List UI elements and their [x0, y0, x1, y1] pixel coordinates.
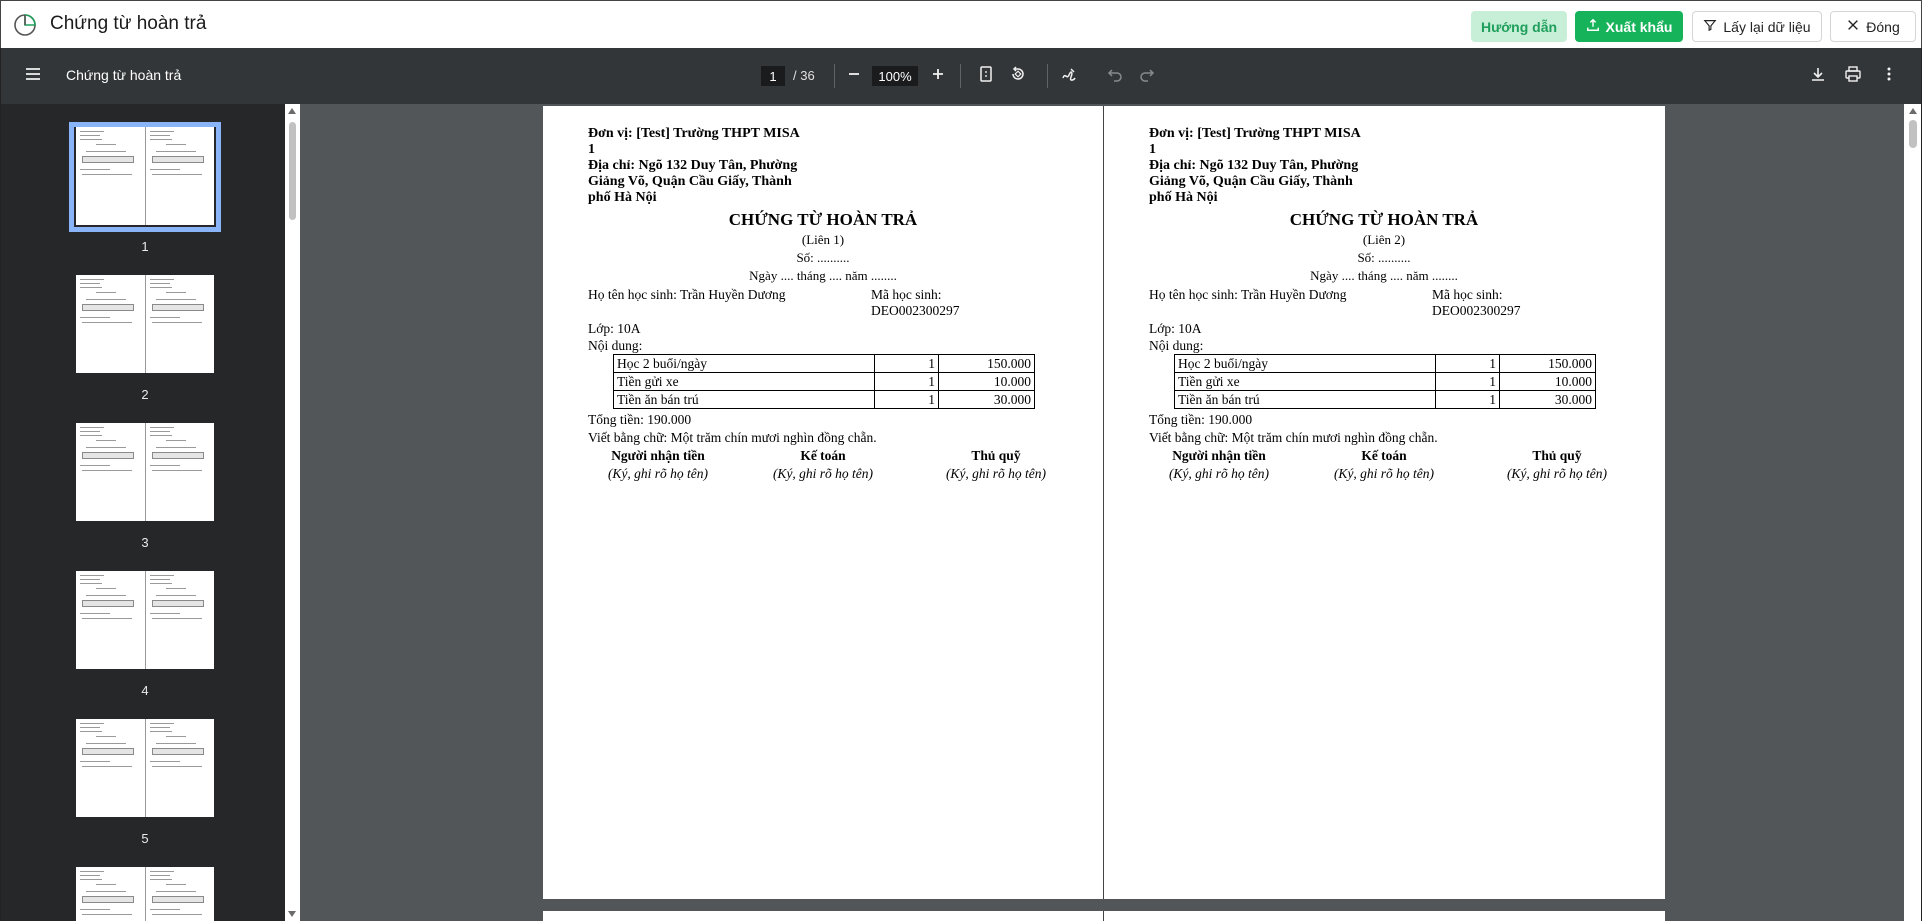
unit-address: Địa chỉ: Ngõ 132 Duy Tân, Phường — [1149, 158, 1359, 173]
plus-icon — [929, 65, 947, 88]
page-thumbnail[interactable] — [76, 571, 214, 669]
zoom-out-button[interactable] — [840, 62, 868, 90]
voucher-title: CHỨNG TỪ HOÀN TRẢ — [728, 210, 918, 229]
voucher-copy-label: (Liên 1) — [801, 232, 845, 247]
item-amount: 150.000 — [1500, 355, 1596, 373]
signature-block — [733, 448, 913, 482]
item-name: Học 2 buổi/ngày — [1175, 355, 1436, 373]
pie-chart-logo-icon — [13, 13, 37, 37]
item-quantity: 1 — [1436, 373, 1500, 391]
viewer-scrollbar[interactable] — [1904, 104, 1922, 921]
unit-address: Địa chỉ: Ngõ 132 Duy Tân, Phường — [588, 158, 798, 173]
voucher-table-row — [1175, 391, 1596, 409]
unit-name-cont: 1 — [588, 142, 595, 157]
close-icon — [1846, 18, 1860, 35]
thumbnail-sidebar — [0, 104, 300, 921]
thumbnail-page-number: 4 — [141, 683, 149, 698]
rotate-button[interactable] — [1004, 62, 1032, 90]
voucher-items-table — [613, 354, 1035, 409]
export-icon — [1586, 18, 1600, 35]
student-code: DEO002300297 — [871, 303, 960, 318]
guide-button[interactable] — [1471, 11, 1567, 42]
signer-note: (Ký, ghi rõ họ tên) — [1168, 466, 1270, 481]
thumbnail-page-number: 2 — [141, 387, 149, 402]
download-button[interactable] — [1804, 62, 1832, 90]
item-quantity: 1 — [1436, 391, 1500, 409]
signature-block — [1294, 448, 1474, 482]
pen-draw-icon — [1060, 65, 1078, 88]
refetch-data-button[interactable] — [1692, 11, 1822, 42]
unit-address-cont: phố Hà Nội — [1149, 190, 1218, 205]
item-quantity: 1 — [875, 373, 939, 391]
student-code-label: Mã học sinh: — [1432, 287, 1503, 302]
unit-address-cont: Giảng Võ, Quận Cầu Giấy, Thành — [588, 174, 792, 189]
signature-block — [568, 448, 748, 482]
student-class: Lớp: 10A — [588, 321, 641, 336]
voucher-total: Tổng tiền: 190.000 — [588, 412, 692, 427]
filter-icon — [1703, 18, 1717, 35]
signer-note: (Ký, ghi rõ họ tên) — [1506, 466, 1608, 481]
annotate-button[interactable] — [1055, 62, 1083, 90]
fit-page-button[interactable] — [972, 62, 1000, 90]
sidebar-scrollbar[interactable] — [285, 104, 300, 921]
voucher-total: Tổng tiền: 190.000 — [1149, 412, 1253, 427]
signer-role: Thủ quỹ — [1532, 448, 1582, 463]
hamburger-menu-icon — [24, 65, 42, 88]
redo-icon — [1138, 65, 1156, 88]
page-thumbnail[interactable] — [76, 423, 214, 521]
amount-in-words: Viết bằng chữ: Một trăm chín mươi nghìn đồng chẵn. — [1149, 430, 1438, 445]
voucher-table-row — [614, 391, 1035, 409]
page-total: / 36 — [793, 68, 815, 83]
signer-role: Kế toán — [1361, 448, 1407, 463]
page-thumbnail[interactable] — [76, 867, 214, 921]
thumbnail-page-number: 5 — [141, 831, 149, 846]
printer-icon — [1844, 65, 1862, 88]
voucher-table-row — [614, 373, 1035, 391]
signer-role: Người nhận tiền — [1172, 448, 1266, 463]
voucher-number: Số: .......... — [796, 250, 850, 265]
item-name: Tiền ăn bán trú — [1175, 391, 1436, 409]
voucher-table-row — [614, 355, 1035, 373]
student-name: Họ tên học sinh: Trần Huyền Dương — [588, 287, 786, 302]
unit-info — [588, 126, 828, 206]
unit-name: Đơn vị: [Test] Trường THPT MISA — [1149, 126, 1361, 141]
close-button-label: Đóng — [1866, 18, 1900, 35]
item-amount: 10.000 — [939, 373, 1035, 391]
signer-role: Thủ quỹ — [971, 448, 1021, 463]
download-icon — [1809, 65, 1827, 88]
item-amount: 30.000 — [939, 391, 1035, 409]
item-name: Tiền gửi xe — [614, 373, 875, 391]
pdf-page-1 — [543, 106, 1665, 899]
voucher-items-table — [1174, 354, 1596, 409]
redo-button[interactable] — [1133, 62, 1161, 90]
item-name: Học 2 buổi/ngày — [614, 355, 875, 373]
student-code: DEO002300297 — [1432, 303, 1521, 318]
close-button[interactable] — [1830, 11, 1916, 42]
viewer-scrollbar-thumb[interactable] — [1909, 120, 1917, 148]
voucher-date: Ngày .... tháng .... năm ........ — [749, 268, 897, 283]
export-button[interactable] — [1575, 11, 1683, 42]
voucher-table-row — [1175, 355, 1596, 373]
zoom-level-input[interactable]: 100% — [872, 66, 918, 86]
zoom-in-button[interactable] — [924, 62, 952, 90]
refetch-data-button-label: Lấy lại dữ liệu — [1723, 18, 1811, 35]
more-vertical-icon — [1880, 65, 1898, 88]
more-options-button[interactable] — [1875, 62, 1903, 90]
item-quantity: 1 — [875, 355, 939, 373]
guide-button-label: Hướng dẫn — [1480, 18, 1558, 35]
signature-block — [906, 448, 1086, 482]
menu-button[interactable] — [19, 62, 47, 90]
voucher-table-row — [1175, 373, 1596, 391]
signer-note: (Ký, ghi rõ họ tên) — [607, 466, 709, 481]
page-thumbnail[interactable] — [76, 719, 214, 817]
page-thumbnail[interactable] — [76, 275, 214, 373]
print-button[interactable] — [1839, 62, 1867, 90]
item-name: Tiền ăn bán trú — [614, 391, 875, 409]
undo-button[interactable] — [1101, 62, 1129, 90]
unit-address-cont: phố Hà Nội — [588, 190, 657, 205]
content-label: Nội dung: — [1149, 338, 1204, 353]
signer-note: (Ký, ghi rõ họ tên) — [945, 466, 1047, 481]
signer-note: (Ký, ghi rõ họ tên) — [1333, 466, 1435, 481]
unit-name: Đơn vị: [Test] Trường THPT MISA — [588, 126, 800, 141]
unit-name-cont: 1 — [1149, 142, 1156, 157]
thumbnail-page-number: 1 — [141, 239, 149, 254]
voucher-number: Số: .......... — [1357, 250, 1411, 265]
voucher-date: Ngày .... tháng .... năm ........ — [1310, 268, 1458, 283]
student-name: Họ tên học sinh: Trần Huyền Dương — [1149, 287, 1347, 302]
app-header — [0, 0, 1922, 48]
rotate-icon — [1009, 65, 1027, 88]
document-name: Chứng từ hoàn trả — [66, 67, 182, 83]
item-amount: 30.000 — [1500, 391, 1596, 409]
pdf-page-2 — [543, 911, 1665, 921]
item-quantity: 1 — [1436, 355, 1500, 373]
signature-block — [1129, 448, 1309, 482]
voucher-copy-label: (Liên 2) — [1362, 232, 1406, 247]
pdf-viewer — [300, 104, 1904, 921]
student-code-label: Mã học sinh: — [871, 287, 942, 302]
export-button-label: Xuất khẩu — [1605, 18, 1673, 35]
sidebar-scrollbar-thumb[interactable] — [289, 122, 296, 220]
app-title: Chứng từ hoàn trả — [50, 13, 207, 34]
voucher-copy-2 — [1104, 106, 1664, 899]
item-amount: 150.000 — [939, 355, 1035, 373]
thumbnail-page-number: 3 — [141, 535, 149, 550]
voucher-copy-1 — [543, 106, 1103, 899]
signature-block — [1467, 448, 1647, 482]
unit-info — [1149, 126, 1389, 206]
item-quantity: 1 — [875, 391, 939, 409]
item-name: Tiền gửi xe — [1175, 373, 1436, 391]
student-class: Lớp: 10A — [1149, 321, 1202, 336]
signer-note: (Ký, ghi rõ họ tên) — [772, 466, 874, 481]
pdf-toolbar — [0, 48, 1922, 104]
amount-in-words: Viết bằng chữ: Một trăm chín mươi nghìn đồng chẵn. — [588, 430, 877, 445]
page-number-input[interactable]: 1 — [761, 66, 785, 86]
signer-role: Kế toán — [800, 448, 846, 463]
fit-page-icon — [977, 65, 995, 88]
content-label: Nội dung: — [588, 338, 643, 353]
undo-icon — [1106, 65, 1124, 88]
signer-role: Người nhận tiền — [611, 448, 705, 463]
selected-thumbnail-highlight — [69, 122, 221, 232]
voucher-title: CHỨNG TỪ HOÀN TRẢ — [1289, 210, 1479, 229]
minus-icon — [845, 65, 863, 88]
item-amount: 10.000 — [1500, 373, 1596, 391]
unit-address-cont: Giảng Võ, Quận Cầu Giấy, Thành — [1149, 174, 1353, 189]
